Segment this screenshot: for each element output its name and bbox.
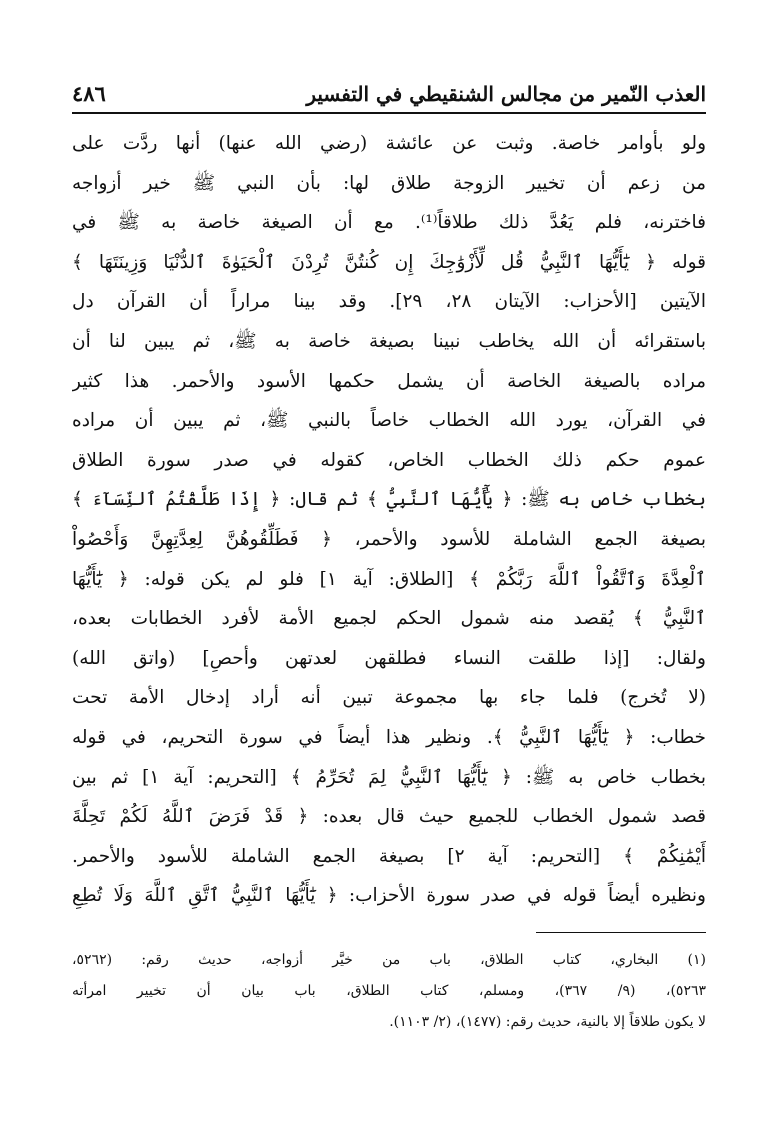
text-line: ولقال: [إذا طلقت النساء فطلقهن لعدتهن وأحصِ] (واتق الله) bbox=[72, 647, 706, 669]
page bbox=[72, 70, 706, 1100]
text-line: مراده بالصيغة الخاصة أن يشمل حكمها الأسود والأحمر. هذا كثير bbox=[72, 370, 706, 392]
text-line: خطاب: ﴿ يَٰٓأَيُّهَا ٱلنَّبِيُّ ﴾. ونظير هذا أيضاً في سورة التحريم، في قوله bbox=[72, 726, 706, 748]
footnote-line: ٥٢٦٣)، (٩/ ٣٦٧)، ومسلم، كتاب الطلاق، باب بيان أن تخيير امرأته bbox=[72, 982, 706, 999]
footnote-line: لا يكون طلاقاً إلا بالنية، حديث رقم: (١٤٧٧)، (٢/ ١١٠٣). bbox=[389, 1013, 706, 1030]
running-header bbox=[72, 70, 706, 114]
text-line: فاخترنه، فلم يَعُدَّ ذلك طلاقاً⁽¹⁾. مع أن الصيغة خاصة به ﷺ في bbox=[72, 212, 706, 234]
page-number: ٤٨٦ bbox=[72, 81, 106, 106]
text-line: بصيغة الجمع الشاملة للأسود والأحمر، ﴿ فَطَلِّقُوهُنَّ لِعِدَّتِهِنَّ وَأَحْصُواْ bbox=[72, 528, 706, 550]
text-line: أَيْمَٰنِكُمْ ﴾ [التحريم: آية ٢] بصيغة الجمع الشاملة للأسود والأحمر. bbox=[72, 845, 706, 867]
text-line: بخطاب خاص به ﷺ: ﴿ يَٰٓأَيُّهَا ٱلنَّبِيُّ لِمَ تُحَرِّمُ ﴾ [التحريم: آية ١] ثم بين bbox=[72, 766, 706, 788]
text-line: ٱلنَّبِيُّ ﴾ يُقصد منه شمول الحكم لجميع الأمة لأفرد الخطابات بعده، bbox=[72, 608, 706, 630]
text-line: باستقرائه أن الله يخاطب نبينا بصيغة خاصة به ﷺ، ثم يبين لنا أن bbox=[72, 330, 706, 352]
body-text bbox=[72, 124, 706, 916]
text-line: من زعم أن تخيير الزوجة طلاق لها: بأن النبي ﷺ خير أزواجه bbox=[72, 172, 706, 194]
text-line: قوله ﴿ يَٰٓأَيُّهَا ٱلنَّبِيُّ قُل لِّأَزْوَٰجِكَ إِن كُنتُنَّ تُرِدْنَ ٱلْحَيَوٰةَ ٱلدُّنْيَا وَزِينَتَهَا ﴾ bbox=[72, 251, 706, 273]
text-line: ونظيره أيضاً قوله في صدر سورة الأحزاب: ﴿ يَٰٓأَيُّهَا ٱلنَّبِيُّ ٱتَّقِ ٱللَّهَ وَلَا تُطِعِ bbox=[72, 885, 706, 907]
text-line: قصد شمول الخطاب للجميع حيث قال بعده: ﴿ قَدْ فَرَضَ ٱللَّهُ لَكُمْ تَحِلَّةَ bbox=[72, 806, 706, 828]
text-line: بخطاب خاص به ﷺ: ﴿ يَٰٓأَيُّهَا ٱلنَّبِيُّ ﴾ ثم قال: ﴿ إِذَا طَلَّقْتُمُ ٱلنِّسَآءَ ﴾ bbox=[72, 489, 706, 511]
text-line: (لا تُخرج) فلما جاء بها مجموعة تبين أنه أراد إدخال الأمة تحت bbox=[72, 687, 706, 709]
text-line: عموم حكم ذلك الخطاب الخاص، كقوله في صدر سورة الطلاق bbox=[72, 449, 706, 471]
book-title: العذب النّمير من مجالس الشنقيطي في التفسير bbox=[306, 82, 706, 106]
text-line: الآيتين [الأحزاب: الآيتان ٢٨، ٢٩]. وقد بينا مراراً أن القرآن دل bbox=[72, 291, 706, 313]
text-line: ٱلْعِدَّةَ وَٱتَّقُواْ ٱللَّهَ رَبَّكُمْ ﴾ [الطلاق: آية ١] فلو لم يكن قوله: ﴿ يَٰٓأَيُّهَا bbox=[72, 568, 706, 590]
footnote-line: (١) البخاري، كتاب الطلاق، باب من خيَّر أزواجه، حديث رقم: (٥٢٦٢، bbox=[72, 951, 706, 968]
footnotes bbox=[72, 945, 706, 1038]
text-line: في القرآن، يورد الله الخطاب خاصاً بالنبي ﷺ، ثم يبين أن مراده bbox=[72, 410, 706, 432]
text-line: ولو بأوامر خاصة. وثبت عن عائشة (رضي الله عنها) أنها ردَّت على bbox=[72, 133, 706, 154]
footnote-divider bbox=[536, 932, 706, 933]
